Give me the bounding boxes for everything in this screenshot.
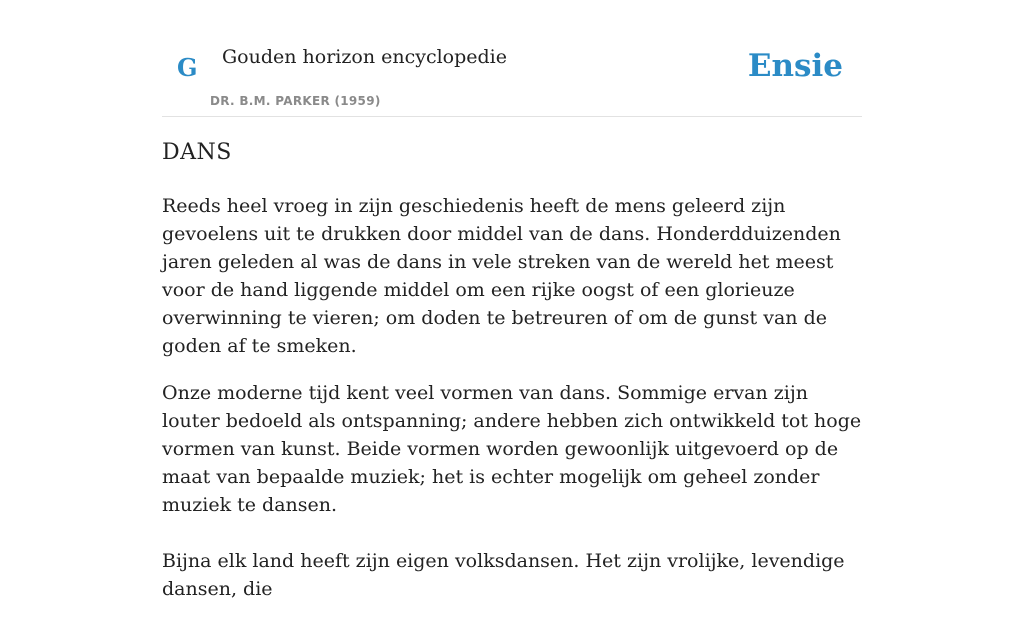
- book-title[interactable]: Gouden horizon encyclopedie: [222, 46, 507, 68]
- paragraph: Bijna elk land heeft zijn eigen volksdansen. Het zijn vrolijke, levendige dansen, die: [162, 550, 845, 600]
- article-title: DANS: [162, 140, 232, 165]
- site-header: [162, 0, 862, 117]
- book-logo[interactable]: G: [177, 53, 198, 82]
- book-author: DR. B.M. PARKER (1959): [210, 94, 381, 108]
- paragraph: Reeds heel vroeg in zijn geschiedenis heeft de mens geleerd zijn gevoelens uit te drukken door middel van de dans. Honderdduizenden jaren geleden al was de dans in vele streken van de wereld het meest voor de hand liggende middel om een rijke oogst of een glorieuze overwinning te vieren; om doden te betreuren of om de gunst van de goden af te smeken.: [162, 195, 841, 357]
- paragraph: Onze moderne tijd kent veel vormen van dans. Sommige ervan zijn louter bedoeld als ontspanning; andere hebben zich ontwikkeld tot hoge vormen van kunst. Beide vormen worden gewoonlijk uitgevoerd op de maat van bepaalde muziek; het is echter mogelijk om geheel zonder muziek te dansen.: [162, 382, 862, 516]
- article-body: [162, 192, 862, 622]
- brand-logo[interactable]: Ensie: [747, 48, 843, 84]
